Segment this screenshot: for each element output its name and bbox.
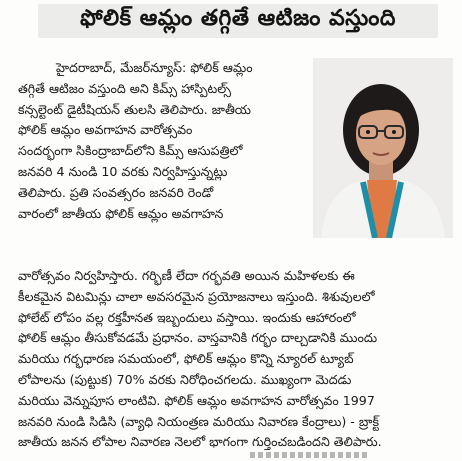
- article-body-left-column: [18, 58, 306, 224]
- portrait-illustration: [313, 58, 453, 238]
- body-line: వారంలో జాతీయ ఫోలిక్ ఆమ్లం అవగాహన: [18, 205, 224, 221]
- dietitian-portrait-photo: [313, 58, 453, 238]
- cropped-next-line: [250, 452, 370, 458]
- body-line: హైదరాబాద్, మేజర్‌న్యూస్: ఫోలిక్ ఆమ్లం: [56, 60, 253, 75]
- article-body-full-width: [18, 266, 452, 453]
- body-line: జనవరి 4 నుండి 10 వరకు నిర్వహిస్తున్నట్లు: [18, 163, 228, 179]
- body-line: మరియు గర్భధారణ సమయంలో, ఫోలిక్ ఆమ్లం కొన్ని న్యూరల్ ట్యూబ్: [18, 351, 354, 367]
- body-line: సందర్భంగా సికింద్రాబాద్‌లోని కిమ్స్ ఆసుపత్రిలో: [18, 143, 243, 159]
- body-line: లోపాలను (పుట్టుక) 70% వరకు నిరోధించగలదు. ముఖ్యంగా మెదడు: [18, 371, 352, 387]
- body-line: ఫోలేట్ లోపం వల్ల రక్తహీనత ఇబ్బందులు వస్తాయి. ఇందుకు ఆహారంలో: [18, 309, 356, 325]
- body-line: తగ్గితే ఆటిజం వస్తుంది అని కిమ్స్ హాస్పిటల్స్: [18, 80, 232, 96]
- body-line: తెలిపారు. ప్రతి సంవత్సరం జనవరి రెండో: [18, 184, 214, 200]
- body-line: వారోత్సవం నిర్వహిస్తారు. గర్భిణీ లేదా గర్భవతి అయిన మహిళలకు ఈ: [18, 268, 355, 283]
- article-headline: ఫోలిక్ ఆమ్లం తగ్గితే ఆటిజం వస్తుంది: [38, 4, 438, 38]
- body-line: ఫోలిక్ ఆమ్లం అవగాహన వారోత్సవం: [18, 122, 193, 138]
- body-line: ఫోలిక్ ఆమ్లం తీసుకోవడమే ప్రధానం. వాస్తవానికి గర్భం దాల్చడానికి ముందు: [18, 330, 378, 346]
- body-line: జనవరి నుండి సిడిసి (వ్యాధి నియంత్రణ మరియు నివారణ కేంద్రాలు) - బ్రాక్ట్: [18, 413, 380, 429]
- body-line: జాతీయ జనన లోపాల నివారణ నెలలో భాగంగా గుర్తించబడిందని తెలిపారు.: [18, 434, 382, 450]
- body-line: కన్సల్టెంట్ డైటీషియన్ తులసి తెలిపారు. జాతీయ: [18, 101, 252, 117]
- body-line: మరియు వెన్నుపూస లాంటివి. ఫోలిక్ ఆమ్లం అవగాహన వారోత్సవం 1997: [18, 392, 375, 408]
- body-line: కీలకమైన విటమిన్లు చాలా అవసరమైన ప్రయోజనాలు ఇస్తుంది. శిశువులలో: [18, 288, 375, 304]
